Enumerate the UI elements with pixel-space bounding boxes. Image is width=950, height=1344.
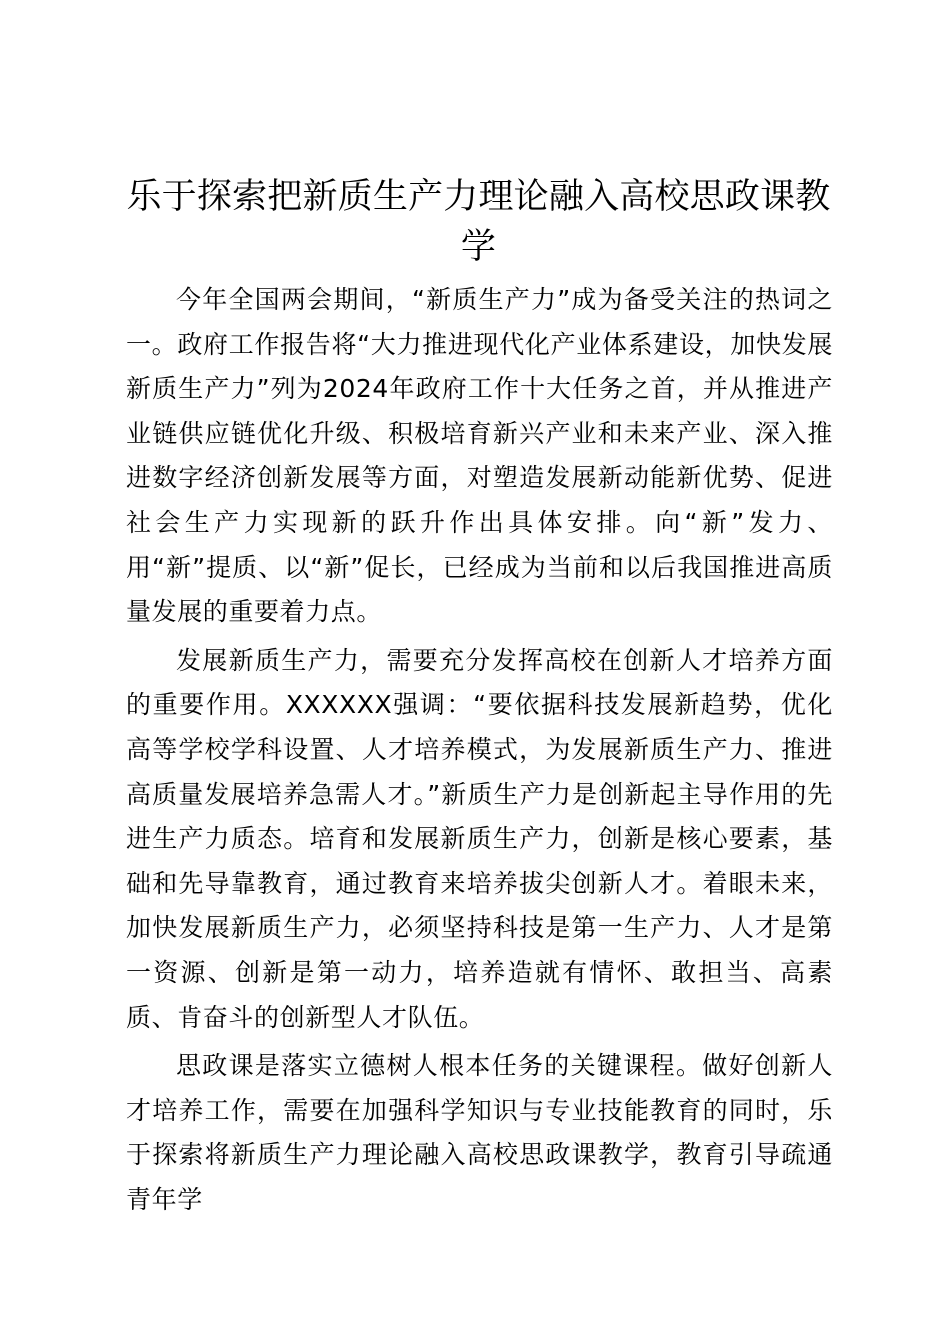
paragraph-2: 发展新质生产力，需要充分发挥高校在创新人才培养方面的重要作用。XXXXXX强调：“要依据科技发展新趋势，优化高等学校学科设置、人才培养模式，为发展新质生产力、推进高质量发展培养急需人才。”新质生产力是创新起主导作用的先进生产力质态。培育和发展新质生产力，创新是核心要素，基础和先导靠教育，通过教育来培养拔尖创新人才。着眼未来，加快发展新质生产力，必须坚持科技是第一生产力、人才是第一资源、创新是第一动力，培养造就有情怀、敢担当、高素质、肯奋斗的创新型人才队伍。 bbox=[126, 645, 833, 1032]
paragraph-3: 思政课是落实立德树人根本任务的关键课程。做好创新人才培养工作，需要在加强科学知识与专业技能教育的同时，乐于探索将新质生产力理论融入高校思政课教学，教育引导疏通青年学 bbox=[126, 1051, 833, 1214]
document-title: 乐于探索把新质生产力理论融入高校思政课教学 bbox=[126, 177, 831, 267]
paragraph-1: 今年全国两会期间，“新质生产力”成为备受关注的热词之一。政府工作报告将“大力推进现代化产业体系建设，加快发展新质生产力”列为2024年政府工作十大任务之首，并从推进产业链供应链优化升级、积极培育新兴产业和未来产业、深入推进数字经济创新发展等方面，对塑造发展新动能新优势、促进社会生产力实现新的跃升作出具体安排。向“新”发力、用“新”提质、以“新”促长，已经成为当前和以后我国推进高质量发展的重要着力点。 bbox=[126, 285, 833, 627]
document-body bbox=[126, 278, 833, 1226]
